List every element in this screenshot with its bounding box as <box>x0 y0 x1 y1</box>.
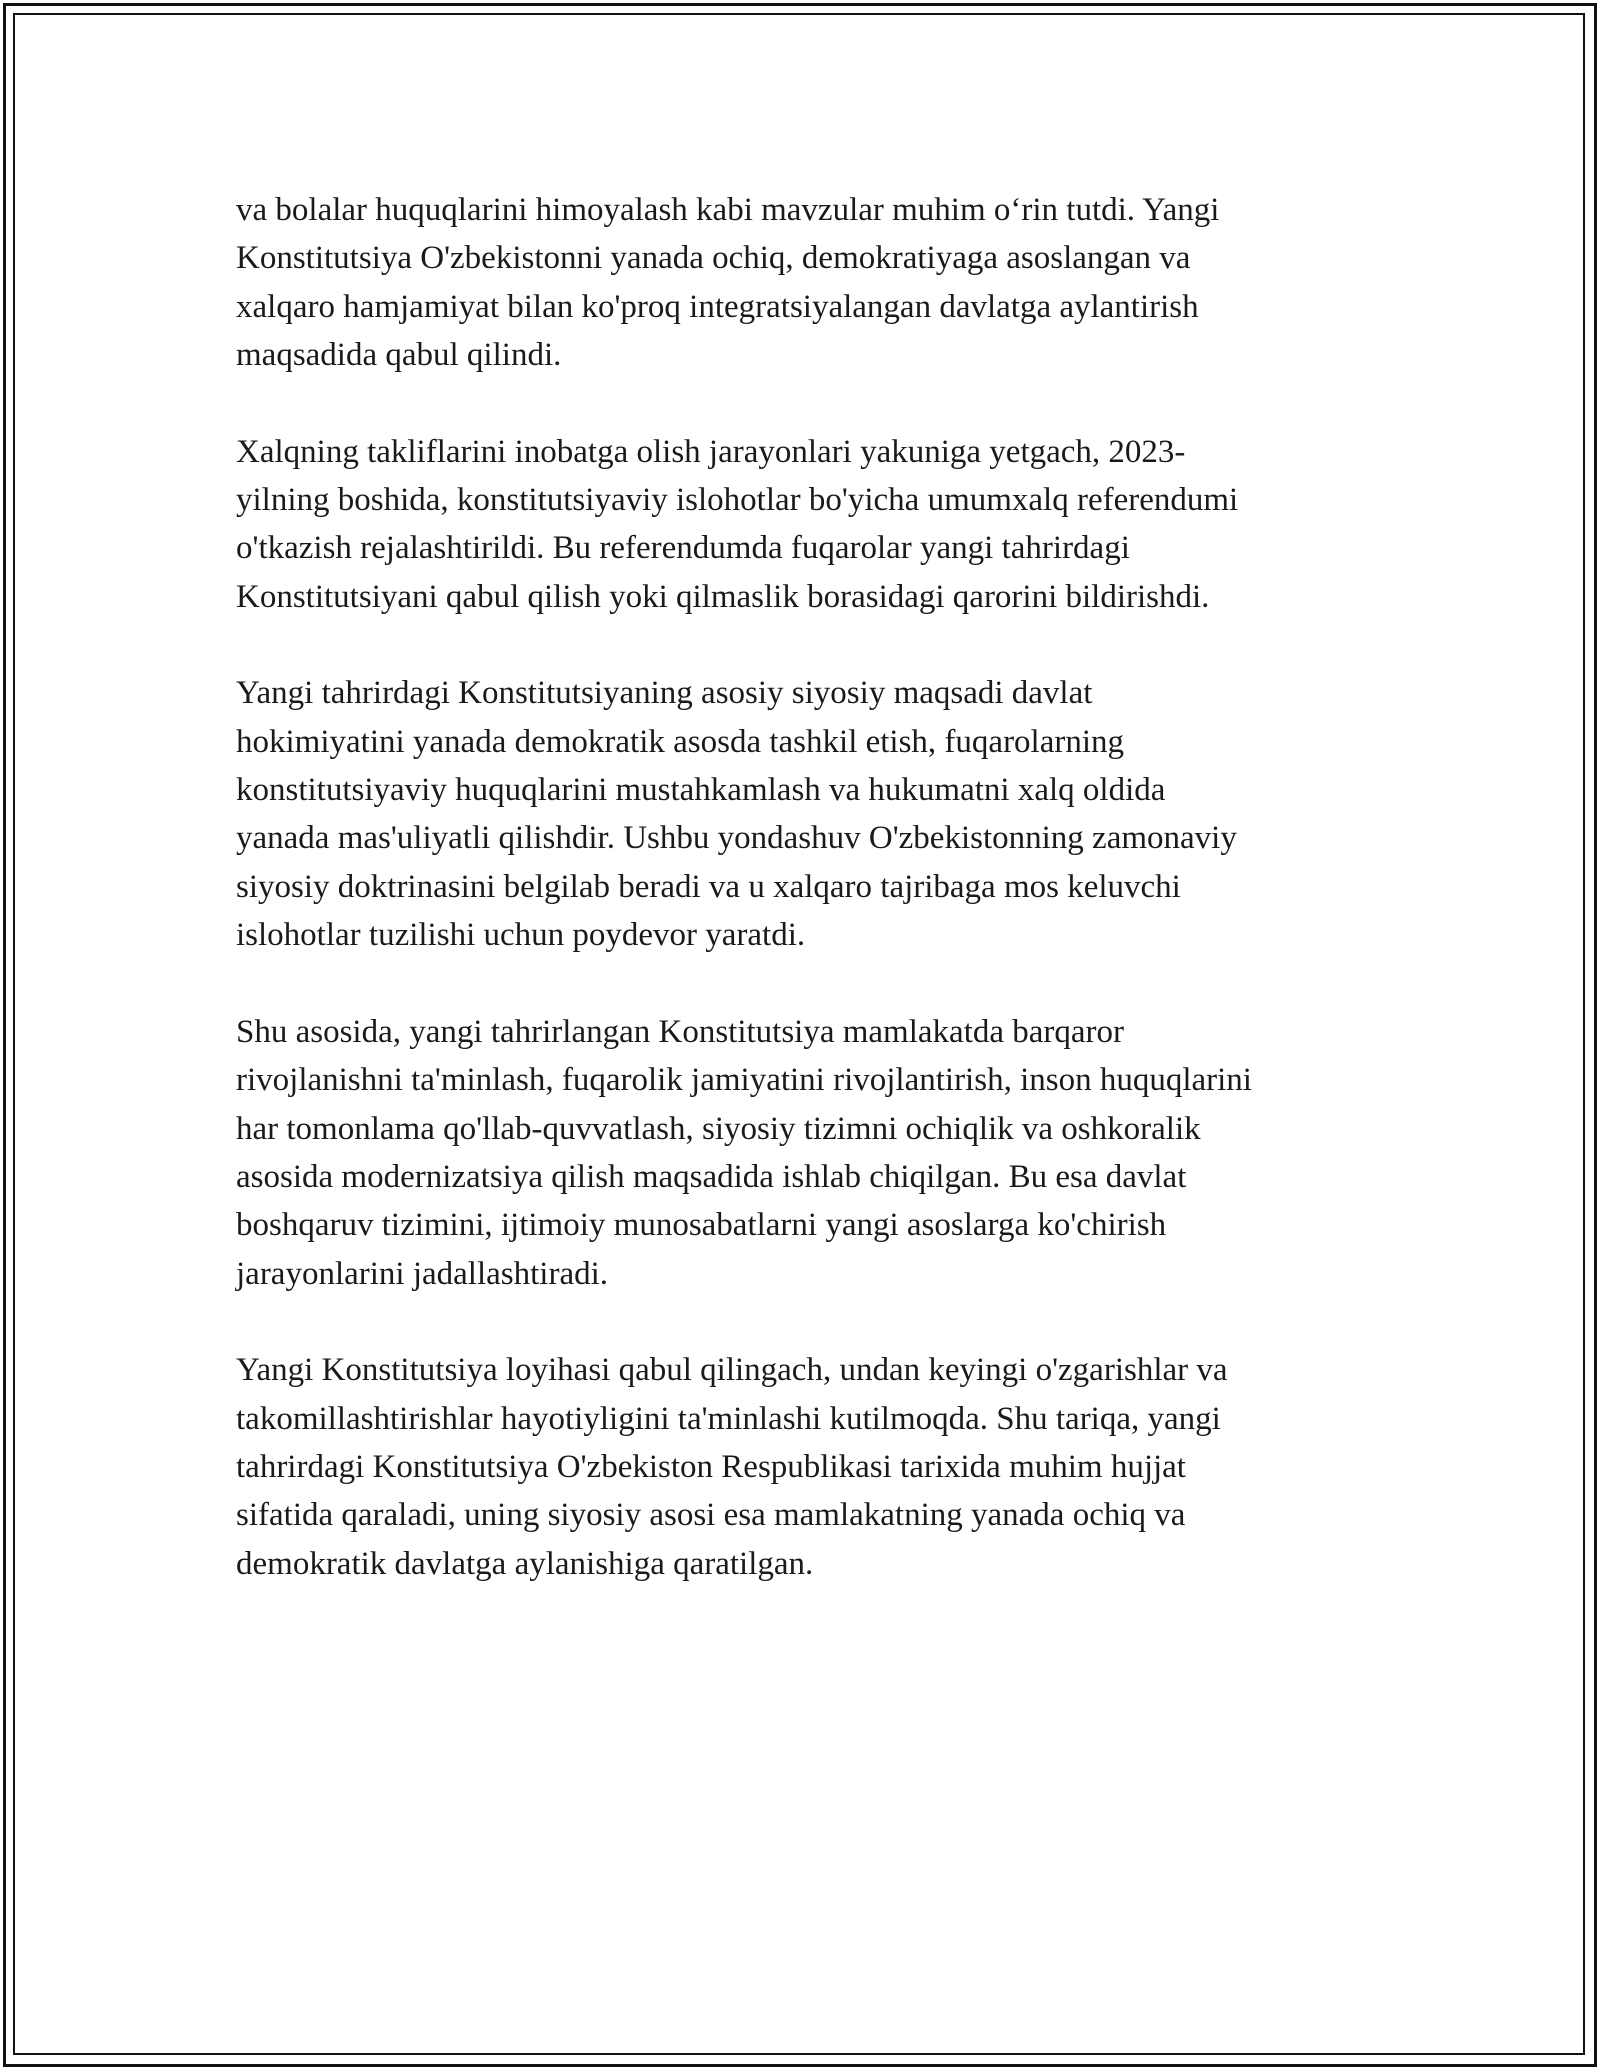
text-line: maqsadida qabul qilindi. <box>236 337 562 374</box>
text-line: yilning boshida, konstitutsiyaviy islohotlar bo'yicha umumxalq referendumi <box>236 482 1239 519</box>
text-line: islohotlar tuzilishi uchun poydevor yaratdi. <box>236 917 806 954</box>
paragraph-1 <box>236 186 1386 380</box>
text-line: takomillashtirishlar hayotiyligini ta'minlashi kutilmoqda. Shu tariqa, yangi <box>236 1400 1221 1437</box>
text-line: asosida modernizatsiya qilish maqsadida ishlab chiqilgan. Bu esa davlat <box>236 1158 1187 1195</box>
text-line: sifatida qaraladi, uning siyosiy asosi esa mamlakatning yanada ochiq va <box>236 1497 1186 1534</box>
document-body <box>236 186 1386 1636</box>
text-line: xalqaro hamjamiyat bilan ko'proq integratsiyalangan davlatga aylantirish <box>236 288 1199 325</box>
text-line: yanada mas'uliyatli qilishdir. Ushbu yondashuv O'zbekistonning zamonaviy <box>236 820 1237 857</box>
text-line: tahrirdagi Konstitutsiya O'zbekiston Respublikasi tarixida muhim hujjat <box>236 1448 1186 1485</box>
text-line: o'tkazish rejalashtirildi. Bu referendumda fuqarolar yangi tahrirdagi <box>236 530 1130 567</box>
paragraph-2 <box>236 428 1386 622</box>
text-line: Shu asosida, yangi tahrirlangan Konstitutsiya mamlakatda barqaror <box>236 1013 1125 1050</box>
text-line: Konstitutsiyani qabul qilish yoki qilmaslik borasidagi qarorini bildirishdi. <box>236 578 1210 615</box>
text-line: rivojlanishni ta'minlash, fuqarolik jamiyatini rivojlantirish, inson huquqlarini <box>236 1062 1252 1099</box>
text-line: har tomonlama qo'llab-quvvatlash, siyosiy tizimni ochiqlik va oshkoralik <box>236 1110 1201 1147</box>
text-line: va bolalar huquqlarini himoyalash kabi mavzular muhim o‘rin tutdi. Yangi <box>236 192 1220 228</box>
text-line: Xalqning takliflarini inobatga olish jarayonlari yakuniga yetgach, 2023- <box>236 433 1186 470</box>
text-line: hokimiyatini yanada demokratik asosda tashkil etish, fuqarolarning <box>236 723 1125 760</box>
text-line: siyosiy doktrinasini belgilab beradi va u xalqaro tajribaga mos keluvchi <box>236 868 1181 905</box>
text-line: jarayonlarini jadallashtiradi. <box>236 1255 609 1292</box>
paragraph-4 <box>236 1008 1386 1298</box>
text-line: Konstitutsiya O'zbekistonni yanada ochiq, demokratiyaga asoslangan va <box>236 240 1191 277</box>
text-line: Yangi tahrirdagi Konstitutsiyaning asosiy siyosiy maqsadi davlat <box>236 675 1093 712</box>
paragraph-5 <box>236 1346 1386 1588</box>
text-line: konstitutsiyaviy huquqlarini mustahkamlash va hukumatni xalq oldida <box>236 772 1166 809</box>
text-line: demokratik davlatga aylanishiga qaratilgan. <box>236 1545 814 1582</box>
paragraph-3 <box>236 669 1386 959</box>
text-line: boshqaruv tizimini, ijtimoiy munosabatlarni yangi asoslarga ko'chirish <box>236 1207 1167 1244</box>
text-line: Yangi Konstitutsiya loyihasi qabul qilingach, undan keyingi o'zgarishlar va <box>236 1352 1228 1389</box>
